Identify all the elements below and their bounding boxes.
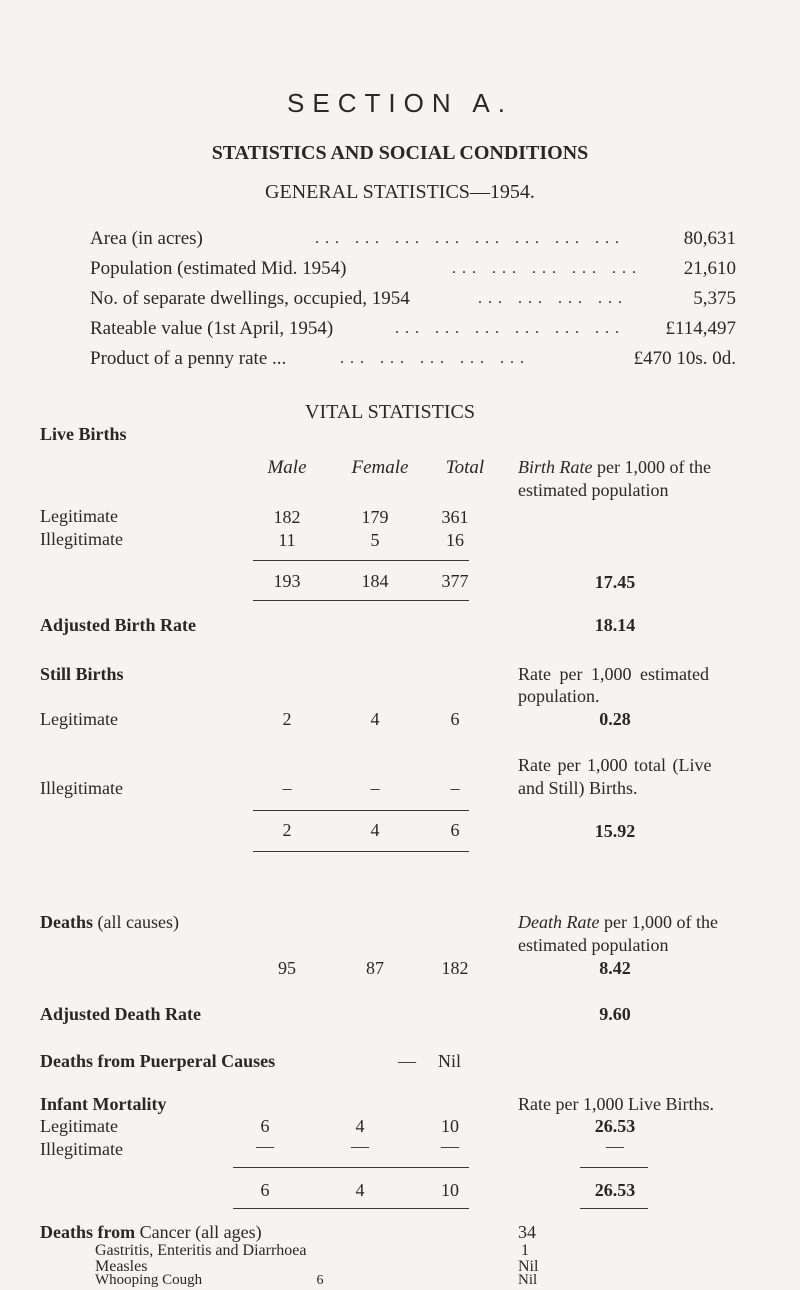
general-row-label: No. of separate dwellings, occupied, 1954 — [90, 288, 410, 309]
cell-female: 87 — [366, 958, 384, 978]
divider — [253, 600, 469, 601]
general-row-label: Product of a penny rate ... — [90, 348, 287, 369]
cell-total-total: 10 — [441, 1180, 459, 1200]
cancer-deaths-value: 34 — [518, 1222, 536, 1242]
divider — [580, 1167, 648, 1168]
cell-total: – — [450, 778, 460, 798]
divider — [233, 1167, 469, 1168]
cell-female: – — [370, 778, 380, 798]
cell-female-total: 4 — [370, 820, 380, 840]
general-row-label: Area (in acres) — [90, 228, 203, 249]
cell-male-total: 193 — [273, 571, 301, 591]
infant-total-rate: 26.53 — [594, 1180, 636, 1200]
general-row-value: 21,610 — [683, 258, 736, 279]
divider — [233, 1208, 469, 1209]
puerperal-label: Deaths from Puerperal Causes — [40, 1051, 276, 1071]
death-rate-value: 8.42 — [599, 958, 631, 978]
leader-dots: ... ... ... ... ... — [452, 260, 642, 277]
cell-total: 182 — [441, 958, 469, 978]
cell-male: 182 — [273, 507, 301, 527]
cell-male-total: 6 — [260, 1180, 270, 1200]
death-rate-label: Death Rate per 1,000 of the — [518, 912, 718, 932]
cell-female: 4 — [370, 709, 380, 729]
cell-total-total: 6 — [450, 820, 460, 840]
still-rate1-value: 0.28 — [599, 709, 631, 729]
puerperal-value: Nil — [438, 1051, 462, 1071]
cell-male: 6 — [260, 1116, 270, 1136]
puerperal-dash: — — [398, 1051, 416, 1071]
row-label-illegitimate: Illegitimate — [40, 1139, 123, 1159]
still-rate2-value: 15.92 — [594, 821, 636, 841]
row-label-illegitimate: Illegitimate — [40, 529, 123, 549]
cell-male: 2 — [282, 709, 292, 729]
still-rate2-label: Rate per 1,000 total (Live — [518, 755, 712, 775]
infant-rate-label: Rate per 1,000 Live Births. — [518, 1094, 714, 1114]
page-number: 6 — [316, 1273, 324, 1288]
adjusted-death-rate-value: 9.60 — [599, 1004, 631, 1024]
leader-dots: ... ... ... ... ... ... — [395, 320, 625, 337]
still-rate1-label: Rate per 1,000 estimated — [518, 664, 709, 684]
leader-dots: ... ... ... ... — [478, 290, 628, 307]
leader-dots: ... ... ... ... ... ... ... ... — [315, 230, 625, 247]
cell-male-total: 2 — [282, 820, 292, 840]
divider — [580, 1208, 648, 1209]
cell-male: 11 — [278, 530, 296, 550]
cell-male: — — [256, 1136, 274, 1156]
general-row-value: £470 10s. 0d. — [633, 348, 736, 369]
row-label-legitimate: Legitimate — [40, 506, 118, 526]
other-cause-label: Whooping Cough — [95, 1272, 203, 1288]
general-row-value: 5,375 — [693, 288, 736, 309]
other-cause-label: Gastritis, Enteritis and Diarrhoea — [95, 1242, 307, 1259]
general-row-label: Population (estimated Mid. 1954) — [90, 258, 347, 279]
cell-male: – — [282, 778, 292, 798]
col-female-header: Female — [351, 457, 409, 478]
cell-female: 4 — [355, 1116, 365, 1136]
other-cause-label: Measles — [95, 1258, 148, 1275]
cell-female: 179 — [361, 507, 389, 527]
cell-female-total: 184 — [361, 571, 389, 591]
cell-male: 95 — [278, 958, 296, 978]
section-title: SECTION A. — [287, 88, 513, 118]
row-label-legitimate: Legitimate — [40, 1116, 118, 1136]
cell-female-total: 4 — [355, 1180, 365, 1200]
infant-illegit-rate: — — [606, 1136, 624, 1156]
leader-dots: ... ... ... ... ... — [340, 350, 530, 367]
cell-total: 16 — [446, 530, 464, 550]
other-cause-value: 1 — [521, 1242, 529, 1259]
adjusted-birth-rate-value: 18.14 — [594, 615, 636, 635]
cell-female: 5 — [370, 530, 380, 550]
cell-total: 6 — [450, 709, 460, 729]
birth-rate-label-line2: estimated population — [518, 480, 669, 500]
general-row-value: 80,631 — [683, 228, 736, 249]
other-cause-value: Nil — [518, 1258, 539, 1275]
general-row-label: Rateable value (1st April, 1954) — [90, 318, 334, 339]
cell-female: — — [351, 1136, 369, 1156]
cancer-deaths-label: Deaths from Cancer (all ages) — [40, 1222, 262, 1242]
divider — [253, 851, 469, 852]
birth-rate-value: 17.45 — [594, 572, 636, 592]
cell-total: 361 — [441, 507, 469, 527]
deaths-title: Deaths (all causes) — [40, 912, 179, 932]
cell-total: — — [441, 1136, 459, 1156]
adjusted-birth-rate-label: Adjusted Birth Rate — [40, 615, 196, 635]
still-rate1-label-line2: population. — [518, 686, 600, 706]
still-rate2-label-line2: and Still) Births. — [518, 778, 638, 798]
col-male-header: Male — [267, 457, 307, 478]
death-rate-label-line2: estimated population — [518, 935, 669, 955]
divider — [253, 560, 469, 561]
infant-legit-rate: 26.53 — [594, 1116, 636, 1136]
cell-total: 10 — [441, 1116, 459, 1136]
main-heading: STATISTICS AND SOCIAL CONDITIONS — [211, 142, 589, 164]
birth-rate-label: Birth Rate per 1,000 of the — [518, 457, 711, 477]
live-births-title: Live Births — [40, 424, 127, 444]
adjusted-death-rate-label: Adjusted Death Rate — [40, 1004, 201, 1024]
row-label-illegitimate: Illegitimate — [40, 778, 123, 798]
general-statistics-heading: GENERAL STATISTICS—1954. — [265, 181, 535, 203]
cell-total-total: 377 — [441, 571, 469, 591]
row-label-legitimate: Legitimate — [40, 709, 118, 729]
vital-statistics-heading: VITAL STATISTICS — [305, 401, 475, 423]
infant-mortality-title: Infant Mortality — [40, 1094, 167, 1114]
col-total-header: Total — [445, 457, 485, 478]
general-row-value: £114,497 — [665, 318, 736, 339]
still-births-title: Still Births — [40, 664, 124, 684]
other-cause-value: Nil — [518, 1272, 538, 1288]
divider — [253, 810, 469, 811]
